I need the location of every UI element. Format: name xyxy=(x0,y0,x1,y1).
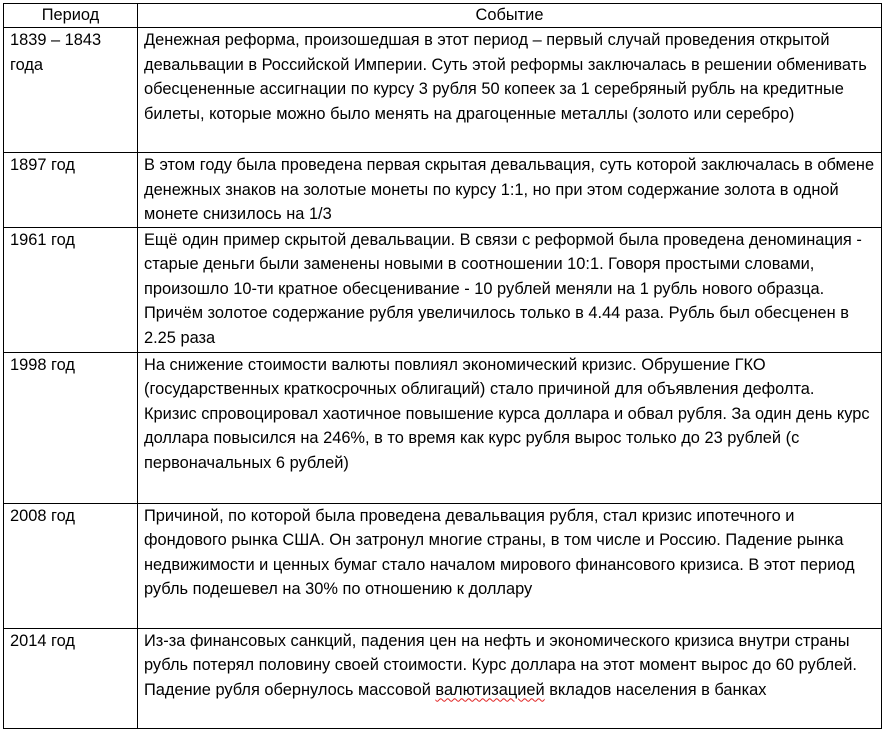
table-row xyxy=(4,227,882,352)
table-row xyxy=(4,352,882,503)
event-text: В этом году была проведена первая скрытая девальвация, суть которой заключалась в обмене денежных знаков на золотые монеты по курсу 1:1, но при этом содержание золота в одной монете снизилось на 1/3 xyxy=(144,156,875,223)
period-cell: 2008 год xyxy=(4,503,138,628)
event-text: Ещё один пример скрытой девальвации. В связи с реформой была проведена деноминация - старые деньги были заменены новыми в соотношении 10:1. Говоря простыми словами, произошло 10-ти кратное обесценивание - 10 рублей меняли на 1 рубль нового образца. Причём золотое содержание рубля увеличилось только в 4.44 раза. Рубль был обесценен в 2.25 раза xyxy=(144,230,862,347)
event-cell xyxy=(138,628,882,728)
devaluation-history-table xyxy=(3,3,882,729)
event-cell xyxy=(138,28,882,153)
table-header-row xyxy=(4,4,882,28)
event-text: Причиной, по которой была проведена девальвация рубля, стал кризис ипотечного и фондового рынка США. Он затронул многие страны, в том числе и Россию. Падение рынка недвижимости и ценных бумаг стало началом мирового финансового кризиса. В этот период рубль подешевел на 30% по отношению к доллару xyxy=(144,506,855,598)
period-cell: 1998 год xyxy=(4,352,138,503)
column-header-event: Событие xyxy=(138,4,882,28)
event-cell xyxy=(138,352,882,503)
event-cell xyxy=(138,227,882,352)
table-row xyxy=(4,28,882,153)
table-row xyxy=(4,628,882,728)
period-cell: 1839 – 1843 года xyxy=(4,28,138,153)
table-row xyxy=(4,503,882,628)
event-text: вкладов населения в банках xyxy=(544,680,767,699)
period-cell: 2014 год xyxy=(4,628,138,728)
event-text: Кризис спровоцировал хаотичное повышение курса доллара и обвал рубля. За один день курс доллара повысился на 246%, в то время как курс рубля вырос только до 23 рублей (с первоначальных 6 рублей) xyxy=(144,404,870,472)
event-text: Из-за финансовых санкций, падения цен на нефть и экономического кризиса внутри страны рубль потерял половину своей стоимости. Курс доллара на этот момент вырос до 60 рублей. Падение рубля обернулось массовой xyxy=(144,631,857,699)
column-header-period: Период xyxy=(4,4,138,28)
event-cell xyxy=(138,503,882,628)
period-cell: 1961 год xyxy=(4,227,138,352)
period-cell: 1897 год xyxy=(4,153,138,228)
event-cell xyxy=(138,153,882,228)
event-text: На снижение стоимости валюты повлиял экономический кризис. Обрушение ГКО (государственных краткосрочных облигаций) стало причиной для объявления дефолта. xyxy=(144,355,815,398)
table-row xyxy=(4,153,882,228)
event-text: Денежная реформа, произошедшая в этот период – первый случай проведения открытой девальвации в Российской Империи. Суть этой реформы заключалась в решении обменивать обесцененные ассигнации по курсу 3 рубля 50 копеек за 1 серебряный рубль на кредитные билеты, которые можно было менять на драгоценные металлы (золото или серебро) xyxy=(144,31,867,123)
spellcheck-flagged-word[interactable]: валютизацией xyxy=(435,680,545,699)
